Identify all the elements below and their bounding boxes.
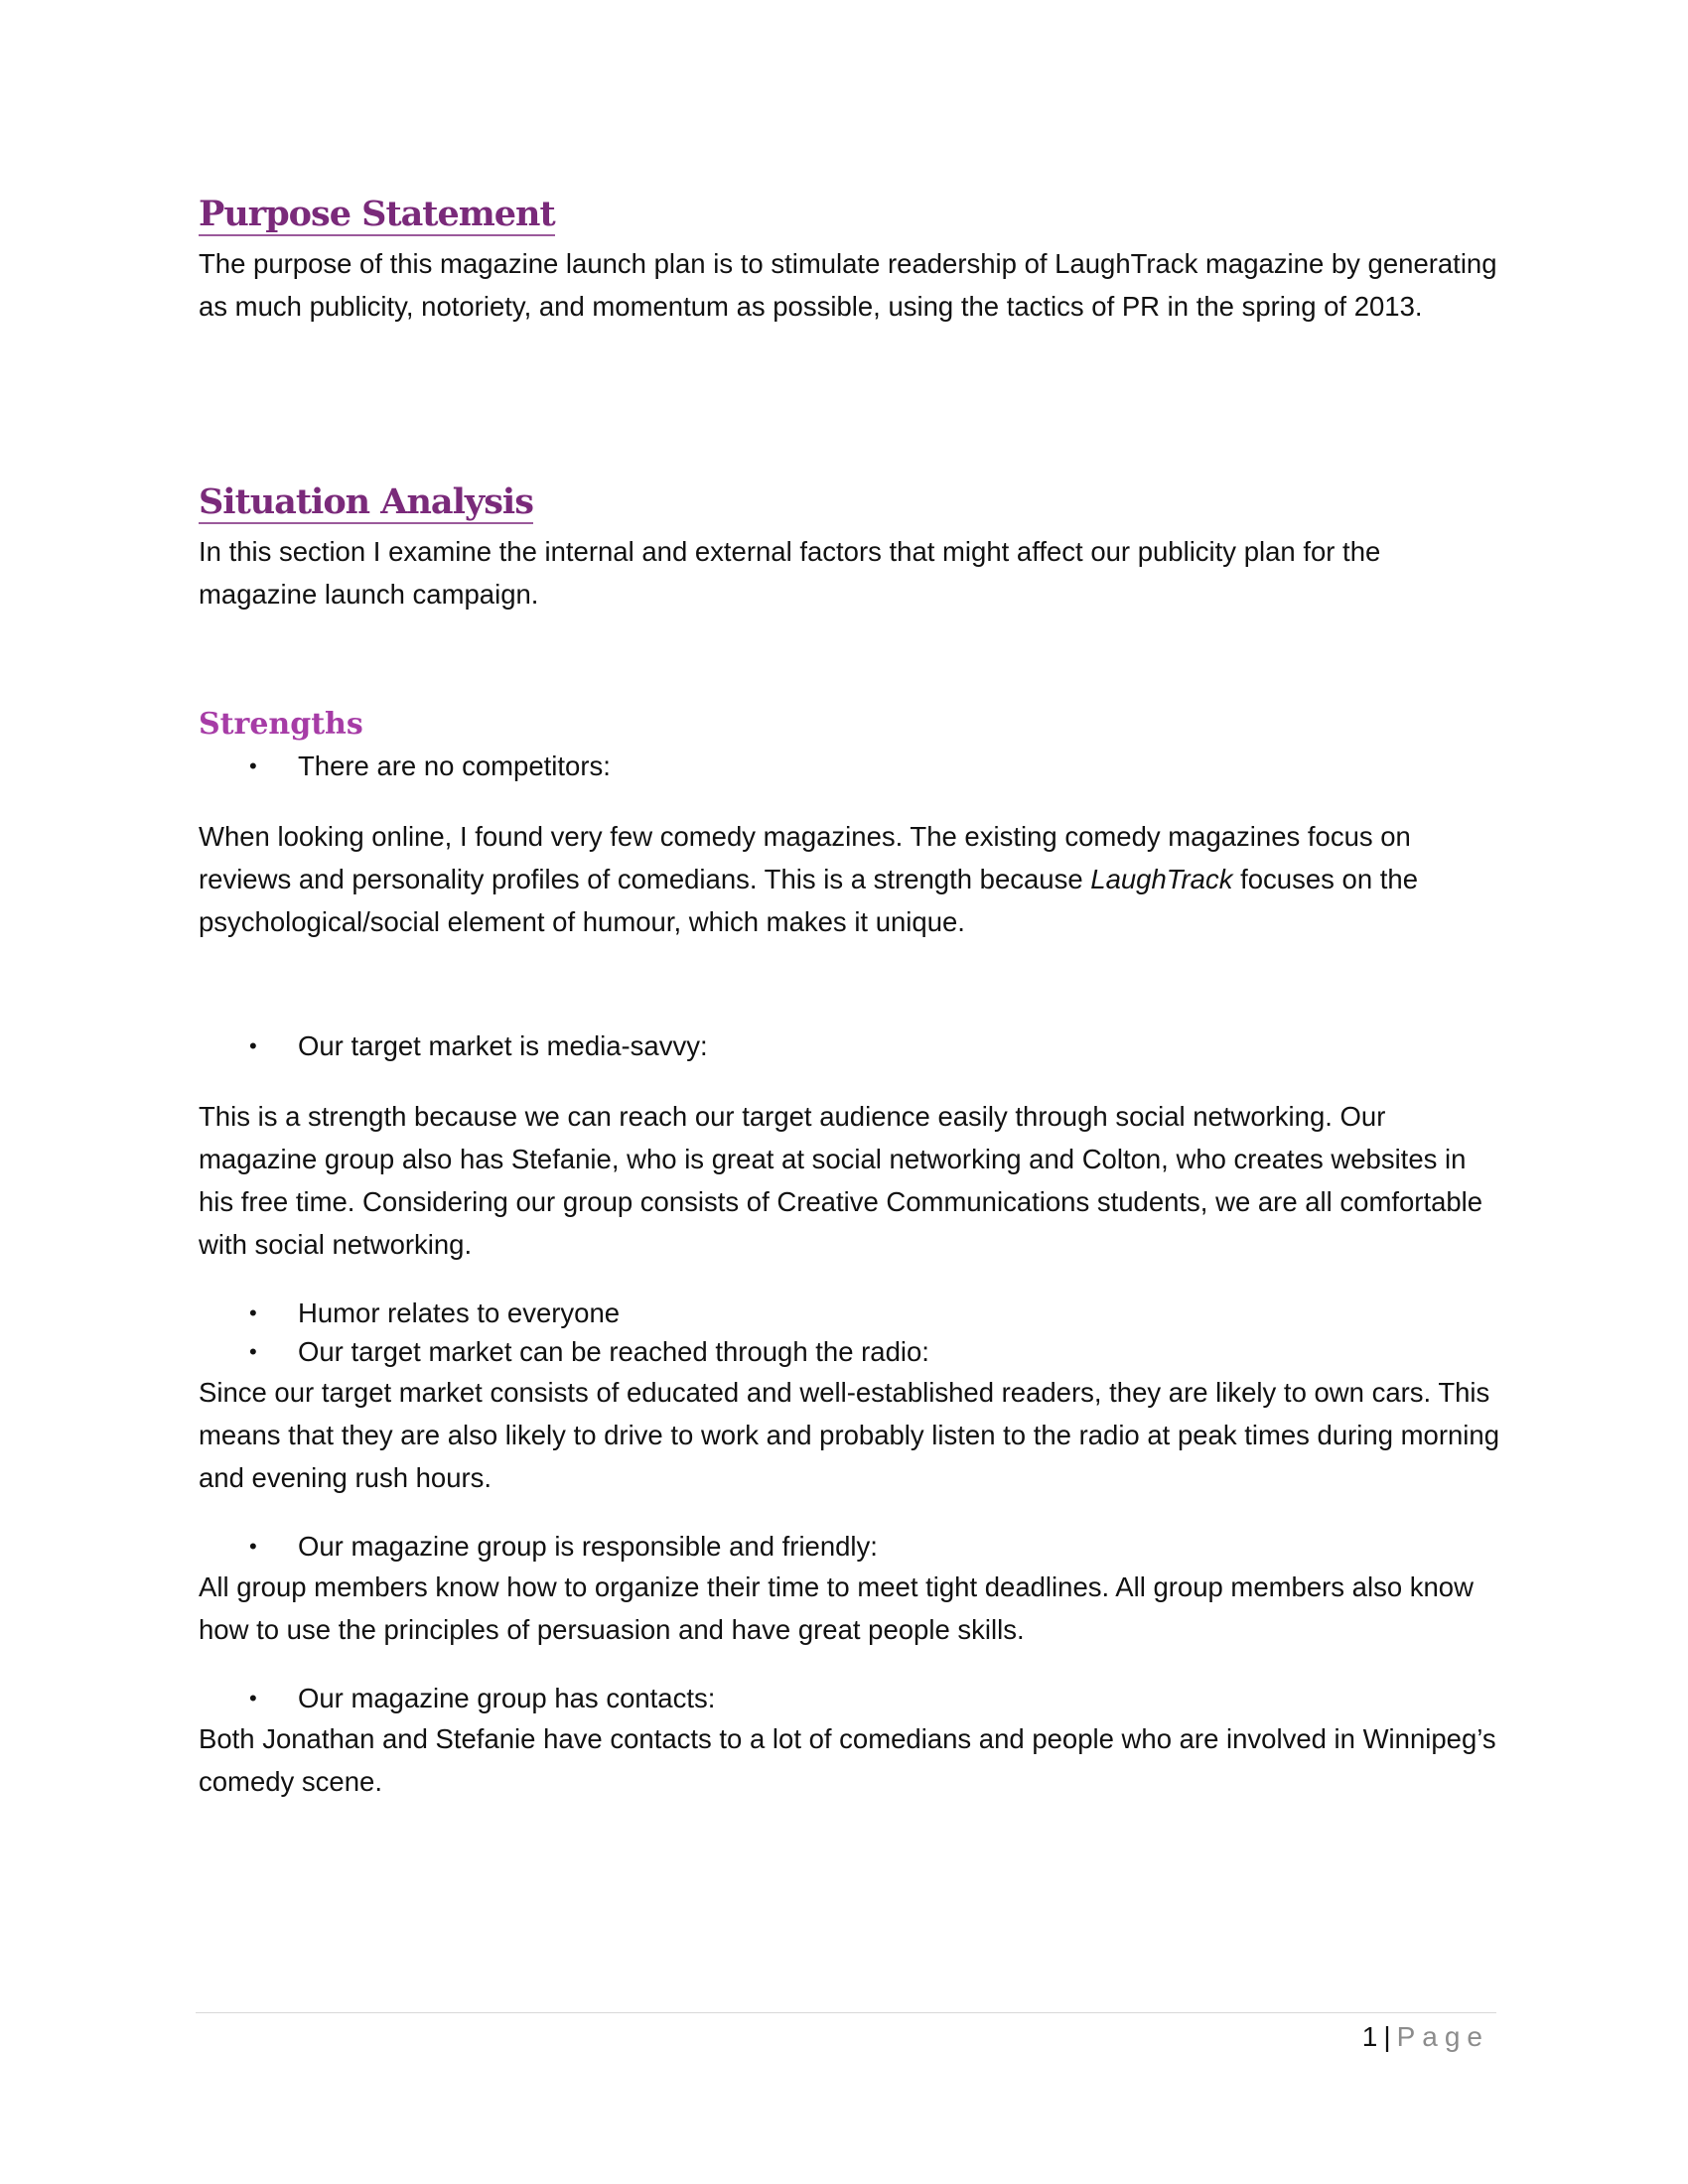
strength-body [199,815,1499,943]
spacer [199,1651,1499,1679]
strength-bullet-text: Our target market is media-savvy: [298,1030,708,1061]
strength-bullet [199,1527,1499,1566]
strength-body: Since our target market consists of educated and well-established readers, they are likely to own cars. This means that they are also likely to drive to work and probably listen to the radio at peak times during morning and evening rush hours. [199,1377,1499,1493]
spacer [199,1065,1499,1095]
strength-body: This is a strength because we can reach our target audience easily through social networking. Our magazine group also has Stefanie, who is great at social networking and Colton, who creates websites in his free time. Considering our group consists of Creative Communications students, we are all comfortable with social networking. [199,1101,1483,1260]
page-content [199,195,1499,1803]
bullet-icon: • [249,1339,257,1364]
spacer [199,785,1499,815]
strength-bullet-text: Our magazine group is responsible and friendly: [298,1531,878,1562]
situation-body: In this section I examine the internal and external factors that might affect our publicity plan for the magazine launch campaign. [199,536,1381,610]
strengths-heading: Strengths [199,707,363,742]
strength-bullet [199,1679,1499,1717]
spacer [199,615,1499,707]
bullet-icon: • [249,1300,257,1325]
strength-bullet-text: Humor relates to everyone [298,1297,621,1328]
page-footer [1362,2019,1489,2055]
strength-bullet-text: Our target market can be reached through the radio: [298,1336,929,1367]
purpose-body: The purpose of this magazine launch plan is to stimulate readership of LaughTrack magazine by generating as much publicity, notoriety, and momentum as possible, using the tactics of PR in the spring of 2013. [199,248,1497,322]
bullet-icon: • [249,1686,257,1710]
strength-bullet-text: Our magazine group has contacts: [298,1683,716,1713]
strength-body: Both Jonathan and Stefanie have contacts to a lot of comedians and people who are involved in Winnipeg’s comedy scene. [199,1723,1496,1797]
strength-body-text: focuses on the psychological/social element of humour, which makes it unique. [199,864,1418,937]
spacer [199,943,1499,1026]
strength-body: All group members know how to organize their time to meet tight deadlines. All group members also know how to use the principles of persuasion and have great people skills. [199,1571,1474,1645]
magazine-title-italic: LaughTrack [1090,864,1233,894]
spacer [199,328,1499,482]
strength-bullet [199,747,1499,785]
strength-bullet [199,1294,1499,1332]
purpose-heading: Purpose Statement [199,194,555,234]
footer-separator: | [1383,2021,1391,2052]
situation-heading: Situation Analysis [199,481,533,522]
spacer [199,1266,1499,1294]
bullet-icon: • [249,1534,257,1559]
strength-bullet [199,1026,1499,1065]
page-label: Page [1396,2021,1489,2052]
bullet-icon: • [249,753,257,778]
strength-body-text: When looking online, I found very few comedy magazines. The existing comedy magazines focus on reviews and personality profiles of comedians. This is a strength because [199,821,1411,894]
footer-divider [196,2012,1496,2013]
page-number: 1 [1361,2021,1378,2052]
strength-bullet [199,1332,1499,1371]
strength-bullet-text: There are no competitors: [298,751,611,781]
spacer [199,1499,1499,1527]
bullet-icon: • [249,1033,257,1058]
